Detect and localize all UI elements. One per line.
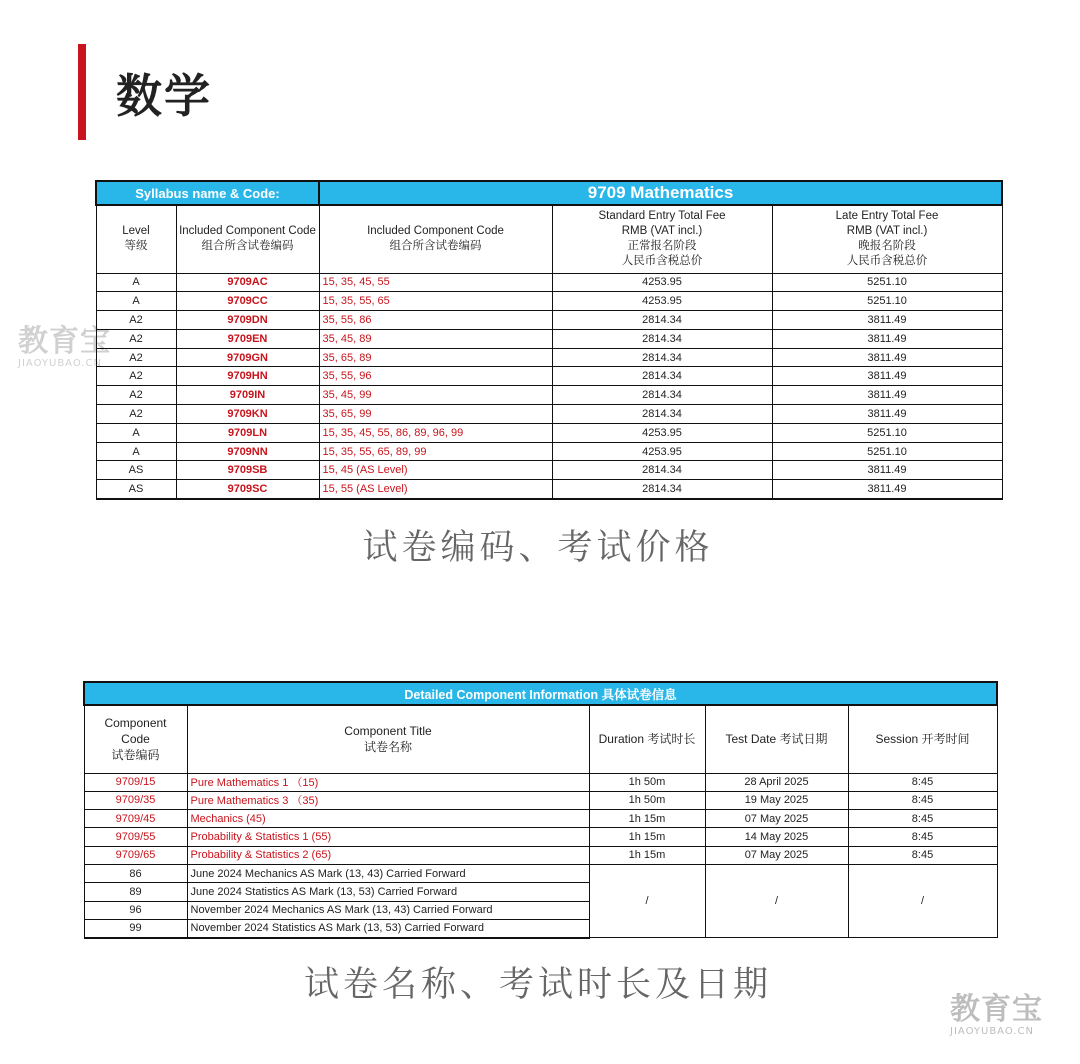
header-included-code (176, 205, 319, 273)
header-late-en1: Late Entry Total Fee (835, 210, 939, 223)
standard-fee-cell: 2814.34 (552, 461, 772, 480)
component-title-cell: November 2024 Mechanics AS Mark (13, 43) Carried Forward (187, 901, 589, 919)
level-cell: A2 (96, 329, 176, 348)
table-row (96, 311, 1002, 330)
header-included-cn: 组合所含试卷编码 (201, 240, 294, 253)
component-title-cell: June 2024 Mechanics AS Mark (13, 43) Carried Forward (187, 864, 589, 882)
component-code-cell: 89 (84, 883, 187, 901)
late-fee-cell: 3811.49 (772, 348, 1002, 367)
watermark-text: 教育宝 (18, 324, 111, 359)
syllabus-code-cell: 9709AC (176, 273, 319, 292)
watermark-logo (950, 994, 1043, 1038)
watermark-text: 教育宝 (950, 992, 1043, 1027)
session-cell: 8:45 (848, 791, 997, 809)
table-row (96, 367, 1002, 386)
standard-fee-cell: 2814.34 (552, 348, 772, 367)
component-code-cell: 9709/65 (84, 846, 187, 864)
header-duration: Duration 考试时长 (589, 705, 705, 773)
test-date-cell: 07 May 2025 (705, 846, 848, 864)
syllabus-code-cell: 9709NN (176, 442, 319, 461)
components-cell: 35, 65, 99 (319, 405, 552, 424)
header-title-cn: 试卷名称 (363, 740, 412, 755)
header-code-en1: Component (104, 716, 167, 731)
carried-duration-cell: / (589, 864, 705, 937)
table-row (96, 423, 1002, 442)
late-fee-cell: 5251.10 (772, 442, 1002, 461)
page-title: 数学 (116, 69, 212, 123)
header-level (96, 205, 176, 273)
header-code-cn: 试卷编码 (111, 748, 160, 763)
header-std-cn1: 正常报名阶段 (627, 240, 697, 253)
table-row (96, 329, 1002, 348)
section-accent-bar (78, 44, 86, 140)
caption-components: 试卷名称、考试时长及日期 (303, 965, 772, 1005)
component-title-cell: Probability & Statistics 2 (65) (187, 846, 589, 864)
syllabus-code-cell: 9709LN (176, 423, 319, 442)
components-cell: 35, 65, 89 (319, 348, 552, 367)
component-title-cell: Probability & Statistics 1 (55) (187, 828, 589, 846)
late-fee-cell: 3811.49 (772, 311, 1002, 330)
header-late-fee (772, 205, 1002, 273)
standard-fee-cell: 4253.95 (552, 423, 772, 442)
table-row (84, 864, 997, 882)
component-title-cell: Mechanics (45) (187, 810, 589, 828)
header-level-cn: 等级 (124, 240, 148, 253)
level-cell: AS (96, 480, 176, 499)
header-late-cn2: 人民币含税总价 (846, 255, 928, 268)
table-row (96, 405, 1002, 424)
watermark-url: JIAOYUBAO.CN (950, 1026, 1034, 1037)
test-date-cell: 14 May 2025 (705, 828, 848, 846)
header-included-en: Included Component Code (179, 225, 316, 238)
duration-cell: 1h 15m (589, 810, 705, 828)
component-code-cell: 86 (84, 864, 187, 882)
duration-cell: 1h 50m (589, 791, 705, 809)
header-late-cn1: 晚报名阶段 (858, 240, 916, 253)
standard-fee-cell: 4253.95 (552, 442, 772, 461)
components-cell: 35, 55, 86 (319, 311, 552, 330)
syllabus-code-cell: 9709GN (176, 348, 319, 367)
level-cell: A2 (96, 311, 176, 330)
components-cell: 15, 35, 45, 55 (319, 273, 552, 292)
component-title-cell: Pure Mathematics 3 （35) (187, 791, 589, 809)
standard-fee-cell: 2814.34 (552, 367, 772, 386)
header-code-cn: 组合所含试卷编码 (389, 240, 482, 253)
level-cell: A (96, 442, 176, 461)
header-session: Session 开考时间 (848, 705, 997, 773)
level-cell: AS (96, 461, 176, 480)
components-cell: 35, 45, 89 (319, 329, 552, 348)
component-code-cell: 99 (84, 919, 187, 937)
carried-date-cell: / (705, 864, 848, 937)
session-cell: 8:45 (848, 828, 997, 846)
level-cell: A (96, 423, 176, 442)
syllabus-title: 9709 Mathematics (319, 181, 1002, 205)
carried-session-cell: / (848, 864, 997, 937)
standard-fee-cell: 2814.34 (552, 386, 772, 405)
syllabus-code-cell: 9709HN (176, 367, 319, 386)
late-fee-cell: 5251.10 (772, 423, 1002, 442)
header-standard-fee (552, 205, 772, 273)
header-component-code (319, 205, 552, 273)
duration-cell: 1h 50m (589, 773, 705, 791)
component-code-cell: 9709/35 (84, 791, 187, 809)
duration-cell: 1h 15m (589, 828, 705, 846)
header-late-en2: RMB (VAT incl.) (846, 225, 928, 238)
table-row (84, 791, 997, 809)
standard-fee-cell: 2814.34 (552, 311, 772, 330)
level-cell: A2 (96, 348, 176, 367)
late-fee-cell: 5251.10 (772, 273, 1002, 292)
header-component-code (84, 705, 187, 773)
table-row (96, 273, 1002, 292)
syllabus-code-cell: 9709SB (176, 461, 319, 480)
standard-fee-cell: 2814.34 (552, 329, 772, 348)
table-row (84, 810, 997, 828)
component-title-cell: Pure Mathematics 1 （15) (187, 773, 589, 791)
session-cell: 8:45 (848, 810, 997, 828)
components-table (83, 681, 998, 939)
syllabus-code-cell: 9709SC (176, 480, 319, 499)
components-header-row (84, 705, 997, 773)
syllabus-code-cell: 9709EN (176, 329, 319, 348)
component-code-cell: 96 (84, 901, 187, 919)
table-row (96, 480, 1002, 499)
component-title-cell: June 2024 Statistics AS Mark (13, 53) Carried Forward (187, 883, 589, 901)
test-date-cell: 07 May 2025 (705, 810, 848, 828)
late-fee-cell: 3811.49 (772, 480, 1002, 499)
components-banner: Detailed Component Information 具体试卷信息 (84, 682, 997, 705)
duration-cell: 1h 15m (589, 846, 705, 864)
table-row (96, 386, 1002, 405)
header-std-en1: Standard Entry Total Fee (598, 210, 726, 223)
table-row (84, 773, 997, 791)
syllabus-label: Syllabus name & Code: (96, 181, 319, 205)
components-cell: 15, 55 (AS Level) (319, 480, 552, 499)
watermark-url: JIAOYUBAO.CN (18, 358, 102, 369)
standard-fee-cell: 2814.34 (552, 480, 772, 499)
level-cell: A (96, 292, 176, 311)
table-row (96, 461, 1002, 480)
fees-table (95, 180, 1003, 500)
component-code-cell: 9709/55 (84, 828, 187, 846)
header-std-en2: RMB (VAT incl.) (621, 225, 703, 238)
component-code-cell: 9709/45 (84, 810, 187, 828)
components-cell: 35, 55, 96 (319, 367, 552, 386)
test-date-cell: 28 April 2025 (705, 773, 848, 791)
table-row (96, 292, 1002, 311)
level-cell: A2 (96, 367, 176, 386)
syllabus-code-cell: 9709IN (176, 386, 319, 405)
header-code-en: Included Component Code (367, 225, 504, 238)
late-fee-cell: 3811.49 (772, 386, 1002, 405)
components-cell: 15, 35, 45, 55, 86, 89, 96, 99 (319, 423, 552, 442)
header-std-cn2: 人民币含税总价 (621, 255, 703, 268)
table-row (96, 348, 1002, 367)
level-cell: A (96, 273, 176, 292)
syllabus-code-cell: 9709DN (176, 311, 319, 330)
late-fee-cell: 3811.49 (772, 405, 1002, 424)
level-cell: A2 (96, 405, 176, 424)
standard-fee-cell: 2814.34 (552, 405, 772, 424)
component-code-cell: 9709/15 (84, 773, 187, 791)
late-fee-cell: 5251.10 (772, 292, 1002, 311)
header-level-en: Level (122, 225, 150, 238)
syllabus-code-cell: 9709KN (176, 405, 319, 424)
syllabus-code-cell: 9709CC (176, 292, 319, 311)
caption-fees: 试卷编码、考试价格 (362, 528, 714, 568)
standard-fee-cell: 4253.95 (552, 292, 772, 311)
components-cell: 15, 35, 55, 65, 89, 99 (319, 442, 552, 461)
fees-header-row (96, 205, 1002, 273)
table-row (96, 442, 1002, 461)
header-component-title (187, 705, 589, 773)
table-row (84, 828, 997, 846)
header-code-en2: Code (121, 732, 150, 747)
components-cell: 15, 45 (AS Level) (319, 461, 552, 480)
components-cell: 35, 45, 99 (319, 386, 552, 405)
session-cell: 8:45 (848, 846, 997, 864)
standard-fee-cell: 4253.95 (552, 273, 772, 292)
component-title-cell: November 2024 Statistics AS Mark (13, 53) Carried Forward (187, 919, 589, 937)
session-cell: 8:45 (848, 773, 997, 791)
header-test-date: Test Date 考试日期 (705, 705, 848, 773)
table-row (84, 846, 997, 864)
level-cell: A2 (96, 386, 176, 405)
test-date-cell: 19 May 2025 (705, 791, 848, 809)
header-title-en: Component Title (344, 724, 432, 739)
late-fee-cell: 3811.49 (772, 329, 1002, 348)
components-cell: 15, 35, 55, 65 (319, 292, 552, 311)
late-fee-cell: 3811.49 (772, 461, 1002, 480)
late-fee-cell: 3811.49 (772, 367, 1002, 386)
